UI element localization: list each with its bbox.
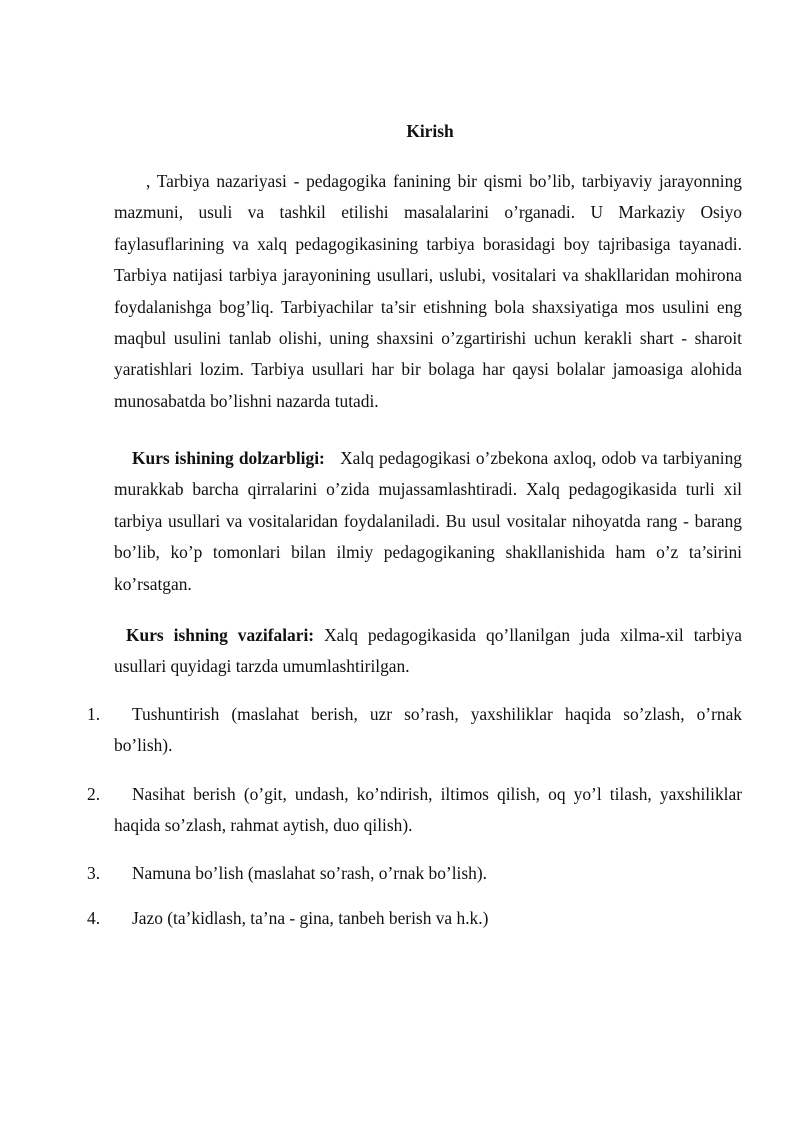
list-item-text: Jazo (ta’kidlash, ta’na - gina, tanbeh berish va h.k.) (132, 908, 489, 928)
list-item-text: Nasihat berish (o’git, undash, ko’ndirish, iltimos qilish, oq yo’l tilash, yaxshiliklar haqida so’zlash, rahmat aytish, duo qilish). (114, 784, 742, 836)
list-item-number: 4. (87, 908, 101, 928)
tasks-text: Xalq pedagogikasida qo’llanilgan juda xilma-xil tarbiya usullari quyidagi tarzda umumlashtirilgan. (114, 625, 742, 677)
relevance-label: Kurs ishining dolzarbligi: (132, 448, 325, 468)
list-item (87, 779, 742, 842)
list-item-text: Namuna bo’lish (maslahat so’rash, o’rnak bo’lish). (132, 863, 487, 883)
list-item (87, 903, 742, 934)
list-item-number: 1. (87, 704, 101, 724)
list-item-text: Tushuntirish (maslahat berish, uzr so’rash, yaxshiliklar haqida so’zlash, o’rnak bo’lish). (114, 704, 742, 756)
intro-paragraph: , Tarbiya nazariyasi - pedagogika fanining bir qismi bo’lib, tarbiyaviy jarayonning mazmuni, usuli va tashkil etilishi masalalarini o’rganadi. U Markaziy Osiyo faylasuflarining va xalq pedagogikasining tarbiya borasidagi boy tajribasiga tayanadi. Tarbiya natijasi tarbiya jarayonining usullari, uslubi, vositalari va shakllaridan mohirona foydalanishga bog’liq. Tarbiyachilar ta’sir etishning bola shaxsiyatiga mos usulini eng maqbul usulini tanlab olishi, uning shaxsini o’zgartirishi uchun kerakli shart - sharoit yaratishlari lozim. Tarbiya usullari har bir bolaga har qaysi bolalar jamoasiga alohida munosabatda bo’lishni nazarda tutadi. (114, 171, 742, 411)
relevance-text: Xalq pedagogikasi o’zbekona axloq, odob va tarbiyaning murakkab barcha qirralarini o’zida mujassamlashtiradi. Xalq pedagogikasida turli xil tarbiya usullari va vositalaridan foydalaniladi. Bu usul vositalar nihoyatda rang - barang bo’lib, ko’p tomonlari bilan ilmiy pedagogikaning shakllanishida ham o’z ta’sirini ko’rsatgan. (114, 448, 742, 594)
relevance-paragraph (114, 443, 742, 600)
tasks-paragraph (114, 620, 742, 683)
list-item (87, 699, 742, 762)
list-item-number: 3. (87, 863, 101, 883)
tasks-label: Kurs ishning vazifalari: (126, 625, 315, 645)
page-title: Kirish (406, 121, 454, 141)
list-item (87, 858, 742, 889)
list-item-number: 2. (87, 784, 101, 804)
